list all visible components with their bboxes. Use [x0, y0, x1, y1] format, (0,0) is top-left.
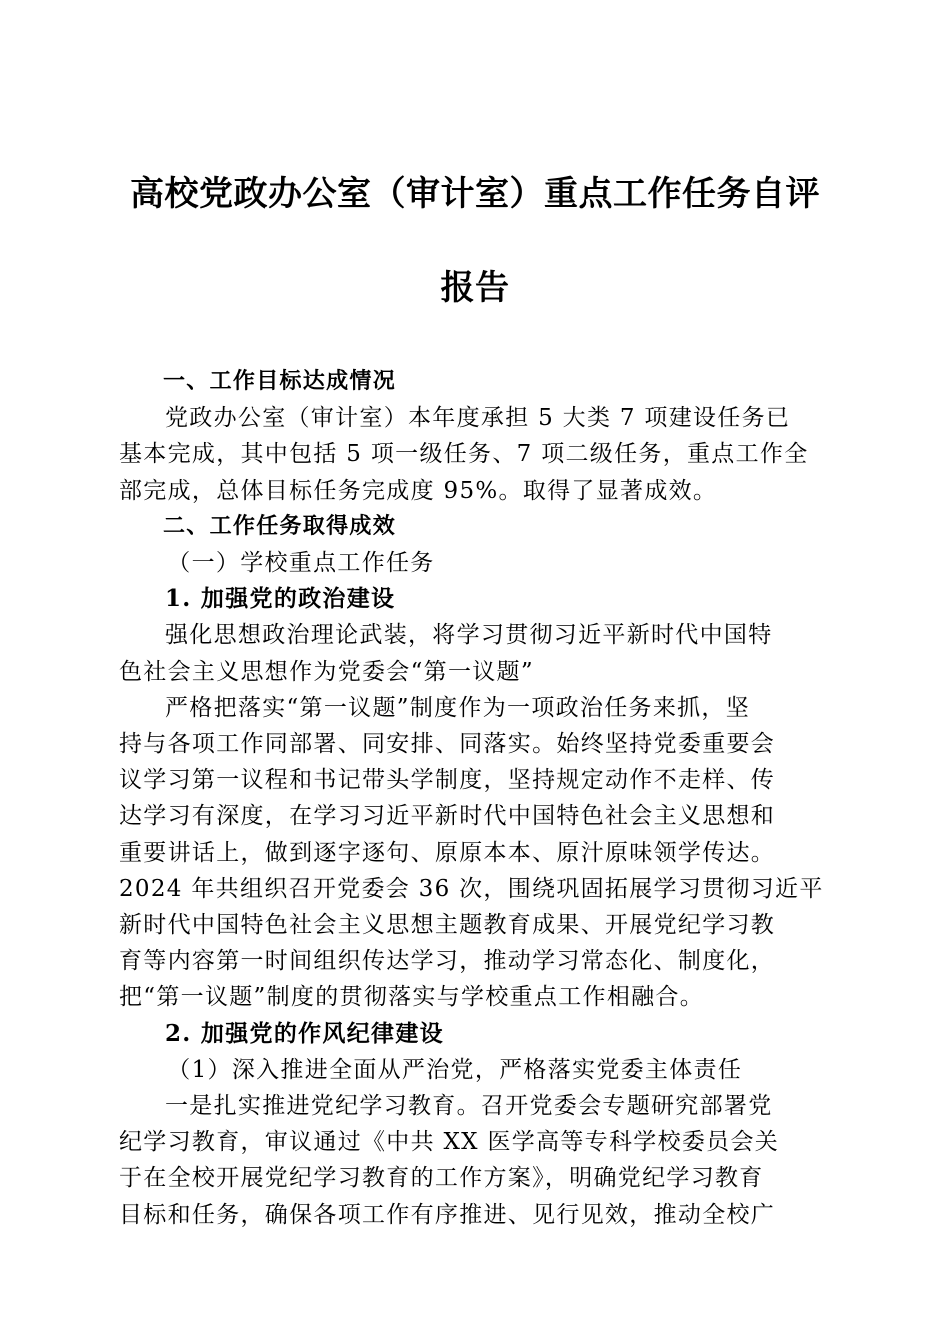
subsection-heading-2: （1）深入推进全面从严治党，严格落实党委主体责任: [167, 1056, 743, 1083]
document-body: [119, 364, 831, 1233]
paragraph-discipline-education: [119, 1088, 831, 1233]
text-line: 色社会主义思想作为党委会“第一议题”: [119, 658, 534, 685]
item-heading-2: 2. 加强党的作风纪律建设: [165, 1019, 444, 1047]
subsection-heading-1: （一）学校重点工作任务: [167, 550, 435, 577]
text-line: 部完成，总体目标任务完成度 95%。取得了显著成效。: [119, 477, 718, 504]
text-line: 把“第一议题”制度的贯彻落实与学校重点工作相融合。: [119, 984, 705, 1011]
text-line: 纪学习教育，审议通过《中共 XX 医学高等专科学校委员会关: [119, 1129, 780, 1156]
document-title-line-2: 报告: [440, 268, 510, 308]
text-line: 重要讲话上，做到逐字逐句、原原本本、原汁原味领学传达。: [119, 839, 776, 866]
document-title-line-1: 高校党政办公室（审计室）重点工作任务自评: [130, 174, 820, 214]
paragraph-first-agenda: [119, 690, 831, 1016]
text-line: 新时代中国特色社会主义思想主题教育成果、开展党纪学习教: [119, 912, 776, 939]
section-heading-1: 一、工作目标达成情况: [163, 369, 397, 394]
text-line: 一是扎实推进党纪学习教育。召开党委会专题研究部署党: [165, 1093, 773, 1120]
item-heading-1: 1. 加强党的政治建设: [165, 585, 396, 613]
text-line: 强化思想政治理论武装，将学习贯彻习近平新时代中国特: [165, 622, 773, 649]
text-line: 达学习有深度，在学习习近平新时代中国特色社会主义思想和: [119, 803, 776, 830]
section-heading-2: 二、工作任务取得成效: [163, 513, 397, 539]
text-line: 基本完成，其中包括 5 项一级任务、7 项二级任务，重点工作全: [119, 441, 809, 468]
paragraph-goal-summary: [119, 400, 831, 509]
text-line: 2024 年共组织召开党委会 36 次，围绕巩固拓展学习贯彻习近平: [119, 875, 824, 902]
paragraph-theory-armament: [119, 617, 831, 689]
text-line: 持与各项工作同部署、同安排、同落实。始终坚持党委重要会: [119, 731, 776, 758]
text-line: 育等内容第一时间组织传达学习，推动学习常态化、制度化，: [119, 948, 776, 975]
text-line: 议学习第一议程和书记带头学制度，坚持规定动作不走样、传: [119, 767, 776, 794]
text-line: 于在全校开展党纪学习教育的工作方案》，明确党纪学习教育: [119, 1165, 764, 1192]
text-line: 目标和任务，确保各项工作有序推进、见行见效，推动全校广: [119, 1201, 776, 1228]
text-line: 党政办公室（审计室）本年度承担 5 大类 7 项建设任务已: [165, 405, 791, 432]
text-line: 严格把落实“第一议题”制度作为一项政治任务来抓，坚: [165, 694, 751, 721]
